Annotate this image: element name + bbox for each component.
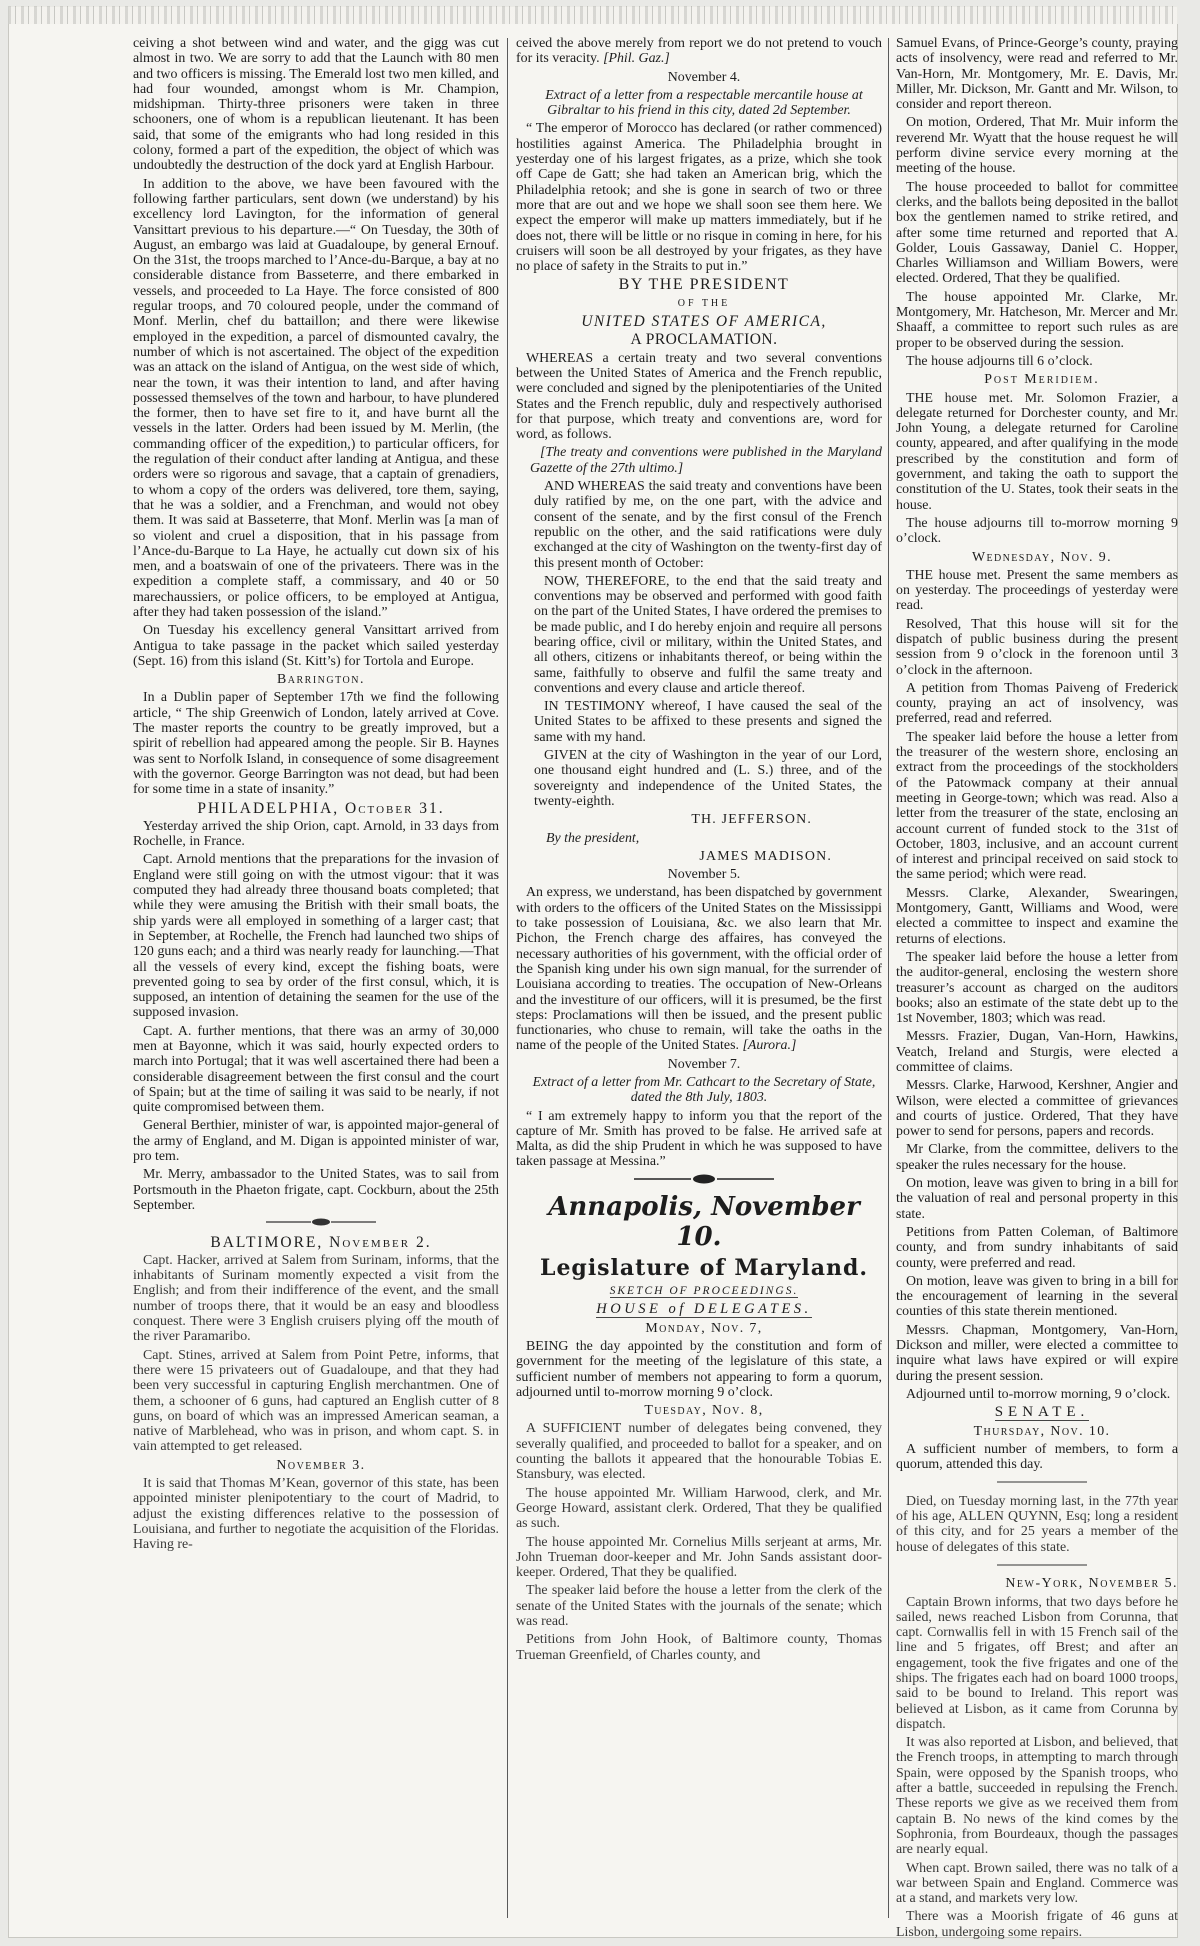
article-paragraph: The speaker laid before the house a letter from the treasurer of the western shore, enclosing an extract from the proceedings of the stockholders of the Patowmack company at their annual meeting in George-town; which was read. Also a letter from the treasurer of the state, enclosing an account current of funded stock to the 31st of October, 1803, inclusive, and an account current of interest and principal received on said stock to the same period; which were read. [896,729,1178,883]
article-paragraph: Adjourned until to-morrow morning, 9 o’clock. [906,1386,1171,1402]
article-paragraph: Resolved, That this house will sit for the dispatch of public business during the present session from 9 o’clock in the forenoon until 3 o’clock in the afternoon. [896,616,1178,678]
newspaper-page [8,6,1178,1938]
article-paragraph: BEING the day appointed by the constitution and form of government for the meeting of the legislature of this state, a sufficient number of members not appearing to form a quorum, adjourned until to-morrow morning 9 o’clock. [516,1338,882,1400]
proclamation-paragraph: GIVEN at the city of Washington in the year of our Lord, one thousand eight hundred and (L. S.) three, and of the sovereignty and independence of the United States, the twenty-eighth. [534,748,882,809]
proclamation-note: [The treaty and conventions were published in the Maryland Gazette of the 27th ultimo.] [530,445,882,476]
november-7-heading: November 7. [667,1056,741,1072]
article-paragraph: Yesterday arrived the ship Orion, capt. Arnold, in 33 days from Rochelle, in France. [133,818,499,850]
article-paragraph: On Tuesday his excellency general Vansittart arrived from Antigua to take passage in the packet which sailed yesterday (Sept. 16) from this island (St. Kitt’s) for Tortola and Europe. [133,623,499,669]
obituary-paragraph: Died, on Tuesday morning last, in the 77th year of his age, ALLEN QUYNN, Esq; long a resident of this city, and for 25 years a member of the house of delegates of this state. [896,1493,1178,1555]
article-paragraph: Capt. Hacker, arrived at Salem from Surinam, informs, that the inhabitants of Surinam momently expected a visit from the English; and from their indifference of the event, and the small number of troops there, that it would be an easy and bloodless conquest. There were 3 English cruisers plying off the mouth of the river Paramaribo. [133,1252,499,1345]
article-paragraph: It is said that Thomas M’Kean, governor of this state, has been appointed minister plenipotentiary to the court of Madrid, to adjust the existing differences relative to the possession of Louisiana, and further to negotiate the acquisition of the Floridas. Having re- [133,1476,499,1553]
article-paragraph: On motion, leave was given to bring in a bill for the encouragement of learning in the several counties of this state therein mentioned. [896,1273,1178,1320]
article-paragraph: THE house met. Present the same members as on yesterday. The proceedings of yesterday were read. [896,567,1178,614]
article-paragraph: Messrs. Clarke, Harwood, Kershner, Angier and Wilson, were elected a committee of grievances and courts of justice. Ordered, That they have power to send for persons, papers and records. [896,1078,1178,1140]
article-paragraph: ceived the above merely from report we do not pretend to vouch for its veracity. [Phil. Gaz.] [516,36,882,67]
article-paragraph: Messrs. Clarke, Alexander, Swearingen, Montgomery, Gantt, Williams and Wood, were elected a committee to inspect and examine the returns of elections. [896,885,1178,947]
column-rule [888,38,889,1918]
column-3 [896,36,1178,1940]
article-paragraph: Capt. A. further mentions, that there was an army of 30,000 men at Bayonne, which it was said, hourly expected orders to march into Portugal; that it was well ascertained there had been a considerable disagreement between the first consul and the court of Spain; but at the time of sailing it was said to be nearly, if not quite compromised between them. [133,1023,499,1116]
article-paragraph: Samuel Evans, of Prince-George’s county, praying acts of insolvency, were read and referred to Mr. Van-Horn, Mr. Montgomery, Mr. E. Davis, Mr. Miller, Mr. Dickson, Mr. Gantt and Mr. Wilson, to consider and report thereon. [896,36,1178,113]
article-paragraph: Messrs. Frazier, Dugan, Van-Horn, Hawkins, Veatch, Ireland and Sturgis, were elected a committee of claims. [896,1029,1178,1075]
article-paragraph: The house adjourns till 6 o’clock. [906,353,1093,369]
november-4-heading: November 4. [667,69,741,85]
by-president-label: By the president, [546,830,640,846]
article-paragraph: On motion, Ordered, That Mr. Muir inform the reverend Mr. Wyatt that the house request he will perform divine service every morning at the meeting of the house. [896,115,1178,177]
article-paragraph: The house appointed Mr. Cornelius Mills serjeant at arms, Mr. John Trueman door-keeper and Mr. John Sands assistant door-keeper. Ordered, That they be qualified. [516,1534,882,1581]
article-paragraph: Capt. Arnold mentions that the preparations for the invasion of England were still going on with the utmost vigour: that it was computed they had already three thousand boats completed; that while they were amusing the British with their small boats, the ship yards were all employed in something of a larger cast; that in September, at Rochelle, the French had launched two ships of 120 guns each; and a third was nearly ready for launching.—That all the vessels of every kind, except the fishing boats, were prevented going to sea by order of the first consul, which, it is supposed, an intention of detaining the seamen for the use of the supposed invasion. [133,852,499,1021]
article-paragraph: General Berthier, minister of war, is appointed major-general of the army of England, and M. Digan is appointed minister of war, pro tem. [133,1118,499,1165]
article-paragraph: Petitions from Patten Coleman, of Baltimore county, and from sundry inhabitants of said county, were preferred and read. [896,1224,1178,1271]
article-paragraph: The house adjourns till to-morrow morning 9 o’clock. [896,515,1178,547]
page-top-edge [8,6,1178,24]
divider-ornament [896,1558,1178,1573]
article-paragraph: Messrs. Chapman, Montgomery, Van-Horn, Dickson and miller, were elected a committee to inquire what laws have expired or will expire during the present session. [896,1322,1178,1384]
article-paragraph: An express, we understand, has been dispatched by government with orders to the officers of the United States on the Mississippi to take possession of Louisiana, &c. we also learn that Mr. Pichon, the French charge des affaires, has conveyed the necessary authorities of his government, with the official order of the Spanish king under his own sign manual, for the surrender of Louisiana according to treaties. The occupation of New-Orleans and the investiture of our officers, will it is presumed, be the first steps: Proclamations will then be issued, and the present public functionaries, who chuse to remain, will take the oaths in the name of the people of the United States. [Aurora.] [516,885,882,1054]
column-1 [133,36,499,1931]
proclamation-paragraph: NOW, THEREFORE, to the end that the said treaty and conventions may be observed and performed with good faith on the part of the United States, I have ordered the premises to be made public, and I do hereby enjoin and require all persons bearing office, civil or military, within the United States, and all others, citizens or inhabitants thereof, or being within the same, faithfully to observe and fulfil the same treaty and conventions and every clause and article thereof. [534,573,882,696]
article-paragraph: The house appointed Mr. William Harwood, clerk, and Mr. George Howard, assistant clerk. Ordered, That they be qualified as such. [516,1485,882,1532]
november-5-heading: November 5. [667,867,741,883]
proclamation-paragraph: AND WHEREAS the said treaty and conventions have been duly ratified by me, on the one part, with the advice and consent of the senate, and by the first consul of the French republic on the other, and the said ratifications were duly exchanged at the city of Washington on the twenty-first day of this present month of October: [534,479,882,571]
baltimore-dateline: BALTIMORE, November 2. [210,1233,432,1251]
article-paragraph: There was a Moorish frigate of 46 guns at Lisbon, undergoing some repairs. [896,1909,1178,1940]
article-paragraph: Capt. Stines, arrived at Salem from Point Petre, informs, that there were 15 privateers out of Guadaloupe, and that they had been very successful in capturing English merchantmen. One of them, a schooner of 6 guns, had captured an English cutter of 8 guns, on board of which was an impressed American seaman, a native of Marblehead, who was in prison, and whom capt. S. in vain attempted to get released. [133,1347,499,1455]
divider-ornament [133,1216,499,1231]
post-meridiem-heading: Post Meridiem. [984,372,1100,388]
article-paragraph: The house appointed Mr. Clarke, Mr. Montgomery, Mr. Hatcheson, Mr. Mercer and Mr. Shaaff, a committee to report such rules as are proper to be observed during the session. [896,289,1178,351]
proclamation-title: A PROCLAMATION. [630,331,778,349]
article-paragraph: Mr. Merry, ambassador to the United States, was to sail from Portsmouth in the Phaeton frigate, capt. Cockburn, about the 25th September. [133,1167,499,1213]
divider-ornament [896,1475,1178,1490]
article-paragraph: Petitions from John Hook, of Baltimore county, Thomas Trueman Greenfield, of Charles county, and [516,1632,882,1663]
divider-ornament [516,1173,882,1189]
article-paragraph: A SUFFICIENT number of delegates being convened, they severally qualified, and proceeded to ballot for a speaker, and on counting the ballots it appeared that the honourable Tobias E. Stansbury, was elected. [516,1421,882,1483]
article-paragraph: On motion, leave was given to bring in a bill for the valuation of real and personal property in this state. [896,1176,1178,1222]
column-2 [516,36,882,1931]
letter-extract-title: Extract of a letter from a respectable mercantile house at Gibraltar to his friend in this city, dated 2d September. [545,87,863,119]
proclamation-usa: UNITED STATES OF AMERICA, [581,313,827,331]
thursday-heading: Thursday, Nov. 10. [973,1423,1111,1439]
house-of-delegates-heading: HOUSE of DELEGATES. [596,1301,812,1318]
signature-madison: JAMES MADISON. [699,848,832,864]
tuesday-heading: Tuesday, Nov. 8, [644,1403,764,1419]
article-paragraph: Captain Brown informs, that two days before he sailed, news reached Lisbon from Corunna, that capt. Cornwallis fell in with 15 French sail of the line and 5 frigates, off Brest; and after an engagement, took the five frigates and one of the ships. The frigates each had on board 1000 troops, said to be bound to Ireland. This report was believed at Lisbon, as it came from Corunna by dispatch. [896,1594,1178,1732]
philadelphia-dateline: PHILADELPHIA, October 31. [197,799,445,817]
article-paragraph: The speaker laid before the house a letter from the auditor-general, enclosing the western shore treasurer’s account as charged on the auditors books; also an estimate of the state debt up to the 1st November, 1803; which was read. [896,949,1178,1027]
barrington-heading: Barrington. [277,672,365,688]
signature-jefferson: TH. JEFFERSON. [691,812,812,828]
proclamation-by: BY THE PRESIDENT [618,276,790,294]
monday-heading: Monday, Nov. 7, [645,1320,763,1336]
legislature-heading: Legislature of Maryland. [539,1255,869,1282]
new-york-dateline: New-York, November 5. [1005,1576,1178,1592]
wednesday-heading: Wednesday, Nov. 9. [971,549,1113,565]
source-citation: [Phil. Gaz.] [603,51,670,67]
article-paragraph: The speaker laid before the house a letter from the clerk of the senate of the United States with the journals of the senate; which was read. [516,1583,882,1630]
article-paragraph: “ The emperor of Morocco has declared (or rather commenced) hostilities against America. The Philadelphia brought in yesterday one of his largest frigates, as a prize, which she took off Cape de Gatt; she had taken an American brig, which the Philadelphia retook; and she is gone in search of two or three more that are out and we hope we shall soon see them here. We expect the emperor will make up matters immediately, but if he does not, there will be little or no risque in coming in here, for his cruisers will soon be all destroyed by your frigates, as they have no place of safety in the Straits to put in.” [516,121,882,275]
article-paragraph: A petition from Thomas Paiveng of Frederick county, praying an act of insolvency, was preferred, read and referred. [896,680,1178,727]
article-paragraph: The house proceeded to ballot for committee clerks, and the ballots being deposited in the ballot box the gentlemen named to strike retired, and after some time returned and reported that A. Golder, Louis Gassaway, Daniel C. Hopper, Charles Williamson and William Bowers, were elected. Ordered, That they be qualified. [896,179,1178,287]
article-paragraph: In addition to the above, we have been favoured with the following farther particulars, sent down (we understand) by his excellency lord Lavington, for the information of general Vansittart previous to his departure.—“ On Tuesday, the 30th of August, an embargo was laid at Guadaloupe, by general Ernouf. On the 31st, the troops marched to l’Ance-du-Barque, a bay at no considerable distance from Basseterre, and there embarked in vessels, and proceeded to La Haye. The force consisted of 800 regular troops, and 70 coloured people, under the command of Monf. Merlin, chef du battaillon; and there were likewise employed in the expedition, a parcel of dismounted cavalry, the number of which is not ascertained. The object of the expedition was an attack on the island of Antigua, on the west side of which, near the town, it was their intention to land, and after having possessed themselves of the town and harbour, to have plundered the former, then to have set fire to it, and have burnt all the vessels in the latter. Orders had been issued by M. Merlin, (the commanding officer of the expedition,) to particular officers, for the regulation of their conduct after landing at Antigua, and these orders were so rigorous and savage, that a captain of grenadiers, to whom a copy of the orders was delivered, tore them, saying, that he was a soldier, and a Frenchman, and would not obey them. It was said at Basseterre, that Monf. Merlin was [a man of so violent and cruel a disposition, that in his passage from l’Ance-du-Barque to La Haye, he actually cut down six of his men, and a boatswain of one of the privateers. There was in the expedition a complete staff, a commissary, and 40 or 50 marechaussiers, or police officers, to be employed at Antigua, after they had taken possession of the island.” [133,176,499,620]
proclamation-of: OF THE [677,297,731,309]
source-citation: [Aurora.] [742,1038,797,1054]
column-rule [507,38,508,1918]
proclamation-paragraph: IN TESTIMONY whereof, I have caused the seal of the United States to be affixed to these presents and signed the same with my hand. [534,699,882,745]
article-paragraph: ceiving a shot between wind and water, and the gigg was cut almost in two. We are sorry to add that the Launch with 80 men and two officers is missing. The Emerald lost two men killed, and had four wounded, amongst whom is Mr. Champion, midshipman. Thirty-three prisoners were taken in three schooners, one of whom is a republican lieutenant. It has been said, that some of the emigrants who had long resided in this colony, formed a part of the expedition, the object of which was undoubtedly the destruction of the dock yard at English Harbour. [133,36,499,174]
article-paragraph: A sufficient number of members, to form a quorum, attended this day. [896,1441,1178,1473]
article-paragraph: THE house met. Mr. Solomon Frazier, a delegate returned for Dorchester county, and Mr. John Young, a delegate returned for Caroline county, appeared, and after qualifying in the mode prescribed by the constitution and form of government, and taking the oath to support the constitution of the U. States, took their seats in the house. [896,390,1178,513]
proclamation-paragraph: WHEREAS a certain treaty and two several conventions between the United States of America and the French republic, were concluded and signed by the plenipotentiaries of the United States and the French republic, duly and respectively authorised for that purpose, which treaty and conventions are, word for word, as follows. [516,350,882,443]
article-paragraph: “ I am extremely happy to inform you that the report of the capture of Mr. Smith has proved to be false. He arrived safe at Malta, as did the ship Prudent in which he was supposed to have taken passage at Messina.” [516,1108,882,1170]
article-paragraph: In a Dublin paper of September 17th we find the following article, “ The ship Greenwich of London, lately arrived at Cove. The master reports the country to be greatly improved, but a spirit of rebellion had appeared among the people. Sir B. Haynes was sent to Norfolk Island, in consequence of some disagreement with the governor. George Barrington was not dead, but had been for some time in a state of insanity.” [133,690,499,798]
letter-extract-title: Extract of a letter from Mr. Cathcart to the Secretary of State, dated the 8th July, 1803. [532,1075,876,1106]
article-paragraph: It was also reported at Lisbon, and believed, that the French troops, in attempting to march through Spain, were opposed by the Spanish troops, who after a battle, succeeded in repulsing the French. These reports we give as we received them from captain B. No news of the kind comes by the Sophronia, from Bourdeaux, though the passages are nearly equal. [896,1735,1178,1858]
senate-heading: SENATE. [994,1404,1090,1421]
article-paragraph: When capt. Brown sailed, there was no talk of a war between Spain and England. Commerce was at a stand, and markets very low. [896,1860,1178,1907]
annapolis-masthead: Annapolis, November 10. [548,1192,860,1253]
november-3-heading: November 3. [276,1457,366,1473]
sketch-heading: SKETCH OF PROCEEDINGS. [609,1285,799,1298]
article-paragraph: Mr Clarke, from the committee, delivers to the speaker the rules necessary for the house. [896,1142,1178,1173]
